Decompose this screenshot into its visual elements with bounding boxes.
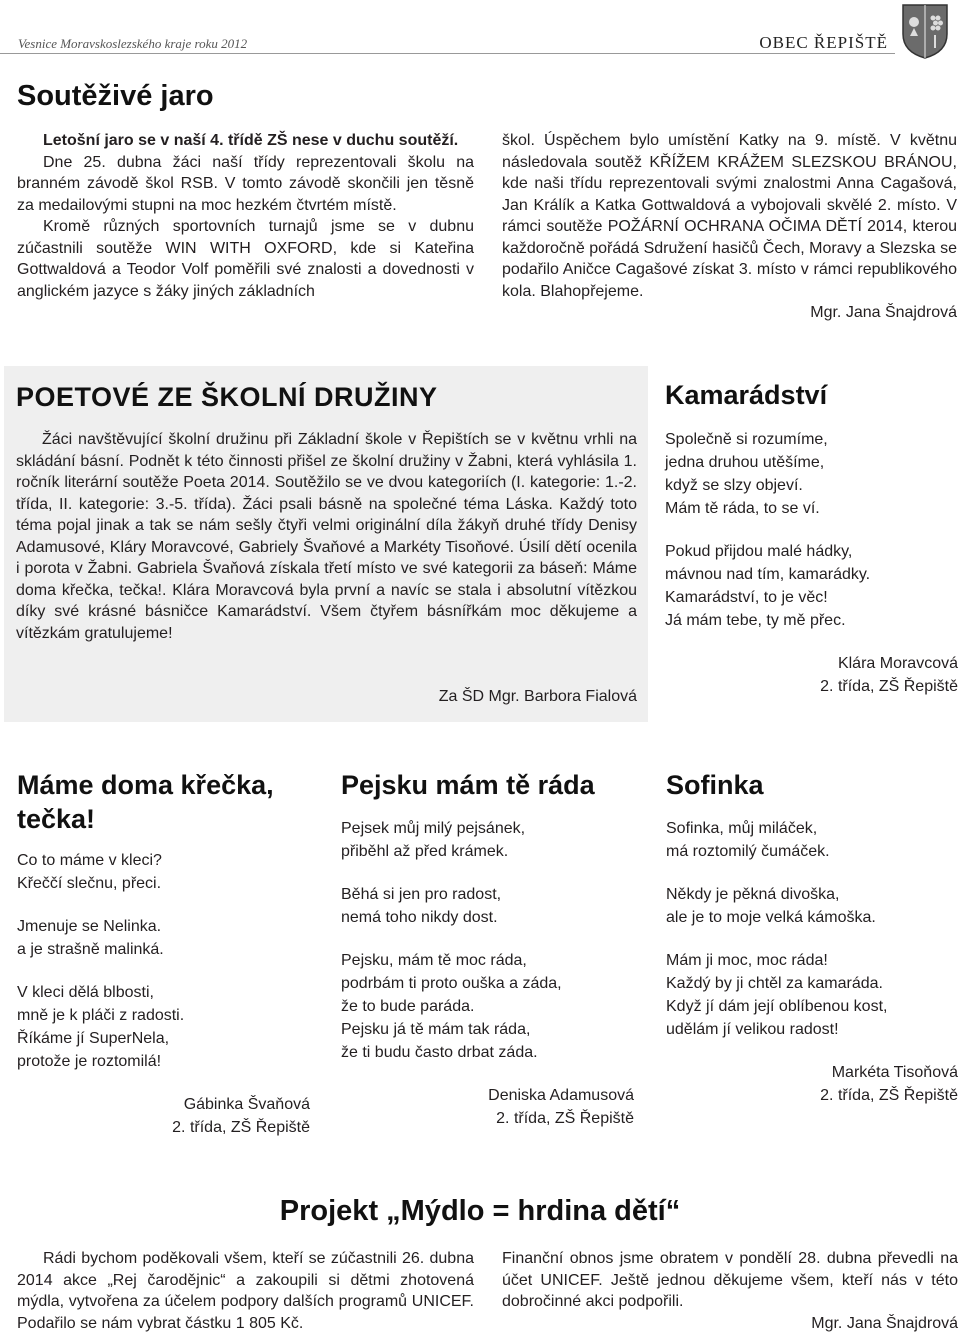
mydlo-signature: Mgr. Jana Šnajdrová [811,1314,958,1332]
header-divider [0,53,895,54]
jaro-signature: Mgr. Jana Šnajdrová [810,304,957,321]
poem-line: když se slzy objeví. [665,477,803,494]
poem-line: jedna druhou utěšíme, [665,454,825,471]
poem-line: ale je to moje velká kámoška. [666,909,876,926]
pejsek-title: Pejsku mám tě ráda [341,770,595,800]
poem-line: Někdy je pěkná divoška, [666,886,840,903]
mydlo-right-text: Finanční obnos jsme obratem v pondělí 28. dubna převedli na účet UNICEF. Ještě jednou děkujeme všem, kteří nás v této dobročinné akci podpořili. [502,1250,958,1310]
poem-line: podrbám ti proto ouška a záda, [341,975,562,992]
poem-author: Klára Moravcová [837,655,958,672]
poem-line: mávnou nad tím, kamarádky. [665,566,871,583]
poem-author: Gábinka Švaňová [183,1096,310,1113]
poem-line: nemá toho nikdy dost. [341,909,498,926]
poem-line: a je strašně malinká. [17,941,164,958]
poem-line: Křeččí slečnu, přeci. [17,875,162,892]
kamaradstvi-poem [665,428,958,698]
mydlo-left-text: Rádi bychom poděkovali všem, kteří se zúčastnili 26. dubna 2014 akce „Rej čarodějnic“ a zakoupili si dětmi zhotovená mýdla, vytvořena za účelem podpory dalších programů UNICEF. Podařilo se nám vybrat částku 1 805 Kč. [17,1250,474,1332]
poem-line: udělám jí velikou radost! [666,1021,839,1038]
poem-line: Jmenuje se Nelinka. [17,918,162,935]
mydlo-title: Projekt „Mýdlo = hrdina dětí“ [279,1195,681,1227]
poem-line: Mám ji moc, moc ráda! [666,952,828,969]
poem-line: přiběhl až před krámek. [341,843,509,860]
poem-line: že to bude paráda. [341,998,475,1015]
poem-line: Pejsek můj milý pejsánek, [341,820,526,837]
poem-line: Každý by ji chtěl za kamaráda. [666,975,883,992]
poem-line: V kleci dělá blbosti, [17,984,154,1001]
poem-line: Kamarádství, to je věc! [665,589,828,606]
poem-class: 2. třída, ZŠ Řepiště [820,1087,958,1104]
krecek-poem [17,849,310,1139]
poem-class: 2. třída, ZŠ Řepiště [172,1119,310,1136]
poem-line: mně je k pláči z radosti. [17,1007,185,1024]
jaro-lead: Letošní jaro se v naší 4. třídě ZŠ nese v duchu soutěží. [43,132,459,149]
druzina-signature: Za ŠD Mgr. Barbora Fialová [438,688,637,705]
poem-line: Pokud přijdou malé hádky, [665,543,853,560]
jaro-paragraph-2: Kromě různých sportovních turnajů jsme se v dubnu zúčastnili soutěže WIN WITH OXFORD, kde si Kateřina Gottwaldová a Teodor Volf poměřili své znalosti a dovednosti v anglickém jazyce s žáky jiných základních [17,218,474,300]
poem-author: Markéta Tisoňová [831,1064,958,1081]
poem-line: Mám tě ráda, to se ví. [665,500,820,517]
poem-line: Sofinka, můj miláček, [666,820,818,837]
poem-line: má roztomilý čumáček. [666,843,830,860]
druzina-box [4,366,648,722]
kamaradstvi-title: Kamarádství [665,380,828,410]
poem-class: 2. třída, ZŠ Řepiště [820,678,958,695]
mydlo-right-col [502,1248,958,1334]
druzina-text: Žáci navštěvující školní družinu při Základní škole v Řepištích se v květnu vrhli na skládání básní. Podnět k této činnosti přišel ze školní družiny v Žabni, která vyhlásila 1. ročník literární soutěže Poeta 2014. Soutěžilo se ve dvou kategoriích (I. kategorie: 1.-2. třída, II. kategorie: 3.-5. třída). Žáci psali básně na společné téma Láska. Každý toto téma pojal jinak a tak se nám sešly čtyři velmi originální díla žákyň druhé třídy Denisy Adamusové, Kláry Moravcové, Gabriely Švaňové a Markéty Tisoňové. Úsilí dětí ocenila i porota v Žabni. Gabriela Švaňová získala třetí místo ve své kategorii za báseň: Máme doma křečka, tečka!. Klára Moravcová byla první a navíc se stala i absolutní vítězkou díky své krásné básničce Kamarádství. Všem čtyřem básnířkám moc děkujeme a vítězkám gratulujeme! [16,431,637,642]
header-publication: Vesnice Moravskoslezského kraje roku 2012 [18,36,248,51]
jaro-col-left [17,130,474,302]
header-municipality: OBEC ŘEPIŠTĚ [759,33,888,52]
krecek-title: Máme doma křečka, tečka! [17,770,274,834]
poem-line: Běhá si jen pro radost, [341,886,502,903]
poem-line: Já mám tebe, ty mě přec. [665,612,846,629]
coat-of-arms-icon [900,2,950,60]
jaro-col-right [502,130,957,324]
sofinka-poem [666,817,958,1107]
druzina-title: POETOVÉ ZE ŠKOLNÍ DRUŽINY [16,382,438,412]
jaro-paragraph-1: Dne 25. dubna žáci naší třídy reprezentovali školu na branném závodě škol RSB. V tomto závodě skončili jen těsně za medailovými stupni na moc hezkém čtvrtém místě. [17,153,474,214]
sofinka-title: Sofinka [666,770,764,800]
poem-line: protože je roztomilá! [17,1053,162,1070]
poem-line: Pejsku já tě mám tak ráda, [341,1021,531,1038]
jaro-paragraph-3: škol. Úspěchem bylo umístění Katky na 9. místě. V květnu následovala soutěž KŘÍŽEM KRÁŽEM SLEZSKOU BRÁNOU, kde naši třídu reprezentovali svými znalostmi Anna Cagašová, Jan Králík a Katka Gottwaldová a vybojovali skvělé 2. místo. V rámci soutěže POŽÁRNÍ OCHRANA OČIMA DĚTÍ 2014, kterou každoročně pořádá Sdružení hasičů Čech, Moravy a Slezska se podařilo Aničce Cagašové získat 3. místo v rámci republikového kola. Blahopřejeme. [502,132,957,300]
poem-line: Říkáme jí SuperNela, [17,1030,170,1047]
poem-author: Deniska Adamusová [488,1087,634,1104]
poem-line: Když jí dám její oblíbenou kost, [666,998,888,1015]
poem-line: Pejsku, mám tě moc ráda, [341,952,527,969]
poem-line: že ti budu často drbat záda. [341,1044,538,1061]
poem-line: Co to máme v kleci? [17,852,162,869]
poem-class: 2. třída, ZŠ Řepiště [496,1110,634,1127]
poem-line: Společně si rozumíme, [665,431,828,448]
jaro-title: Soutěživé jaro [17,80,214,112]
pejsek-poem [341,817,634,1130]
